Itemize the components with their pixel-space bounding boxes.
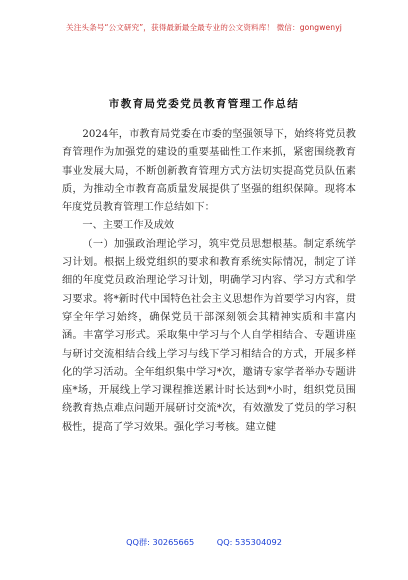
section-heading: 一、主要工作及成效 (82, 220, 175, 232)
header-banner: 关注头条号“公文研究”，获得最新最全最专业的公文资料库！ 微信：gongwenyj (66, 23, 342, 32)
section-paragraph: （一）加强政治理论学习，筑牢党员思想根基。制定系统学习计划。根据上级党组织的要求和教育系统实际情况，制定了详细的年度党员政治理论学习计划，明确学习内容、学习方式和学习要求。将*新时代中国特色社会主义思想作为首要学习内容，贯穿全年学习始终，确保党员干部深刻领会其精神实质和丰富内涵。丰富学习形式。采取集中学习与个人自学相结合、专题讲座与研讨交流相结合线上学习与线下学习相结合的方式，开展多样化的学习活动。全年组织集中学习*次，邀请专家学者举办专题讲座*场，开展线上学习课程推送累计时长达到*小时，组织党员围绕教育热点难点问题开展研讨交流*次，有效激发了党员的学习积极性，提高了学习效果。强化学习考核。建立健 (62, 238, 356, 433)
footer-contact (0, 537, 408, 548)
document-title: 市教育局党委党员教育管理工作总结 (108, 98, 300, 110)
footer-qq: QQ: 535304092 (216, 537, 282, 547)
footer-qq-group: QQ群: 30265665 (126, 537, 195, 547)
document-body (62, 126, 356, 437)
intro-paragraph: 2024年，市教育局党委在市委的坚强领导下，始终将党员教育管理作为加强党的建设的重要基础性工作来抓，紧密围绕教育事业发展大局，不断创新教育管理方式方法切实提高党员队伍素质，为推动全市教育高质量发展提供了坚强的组织保障。现将本年度党员教育管理工作总结如下： (62, 129, 356, 214)
